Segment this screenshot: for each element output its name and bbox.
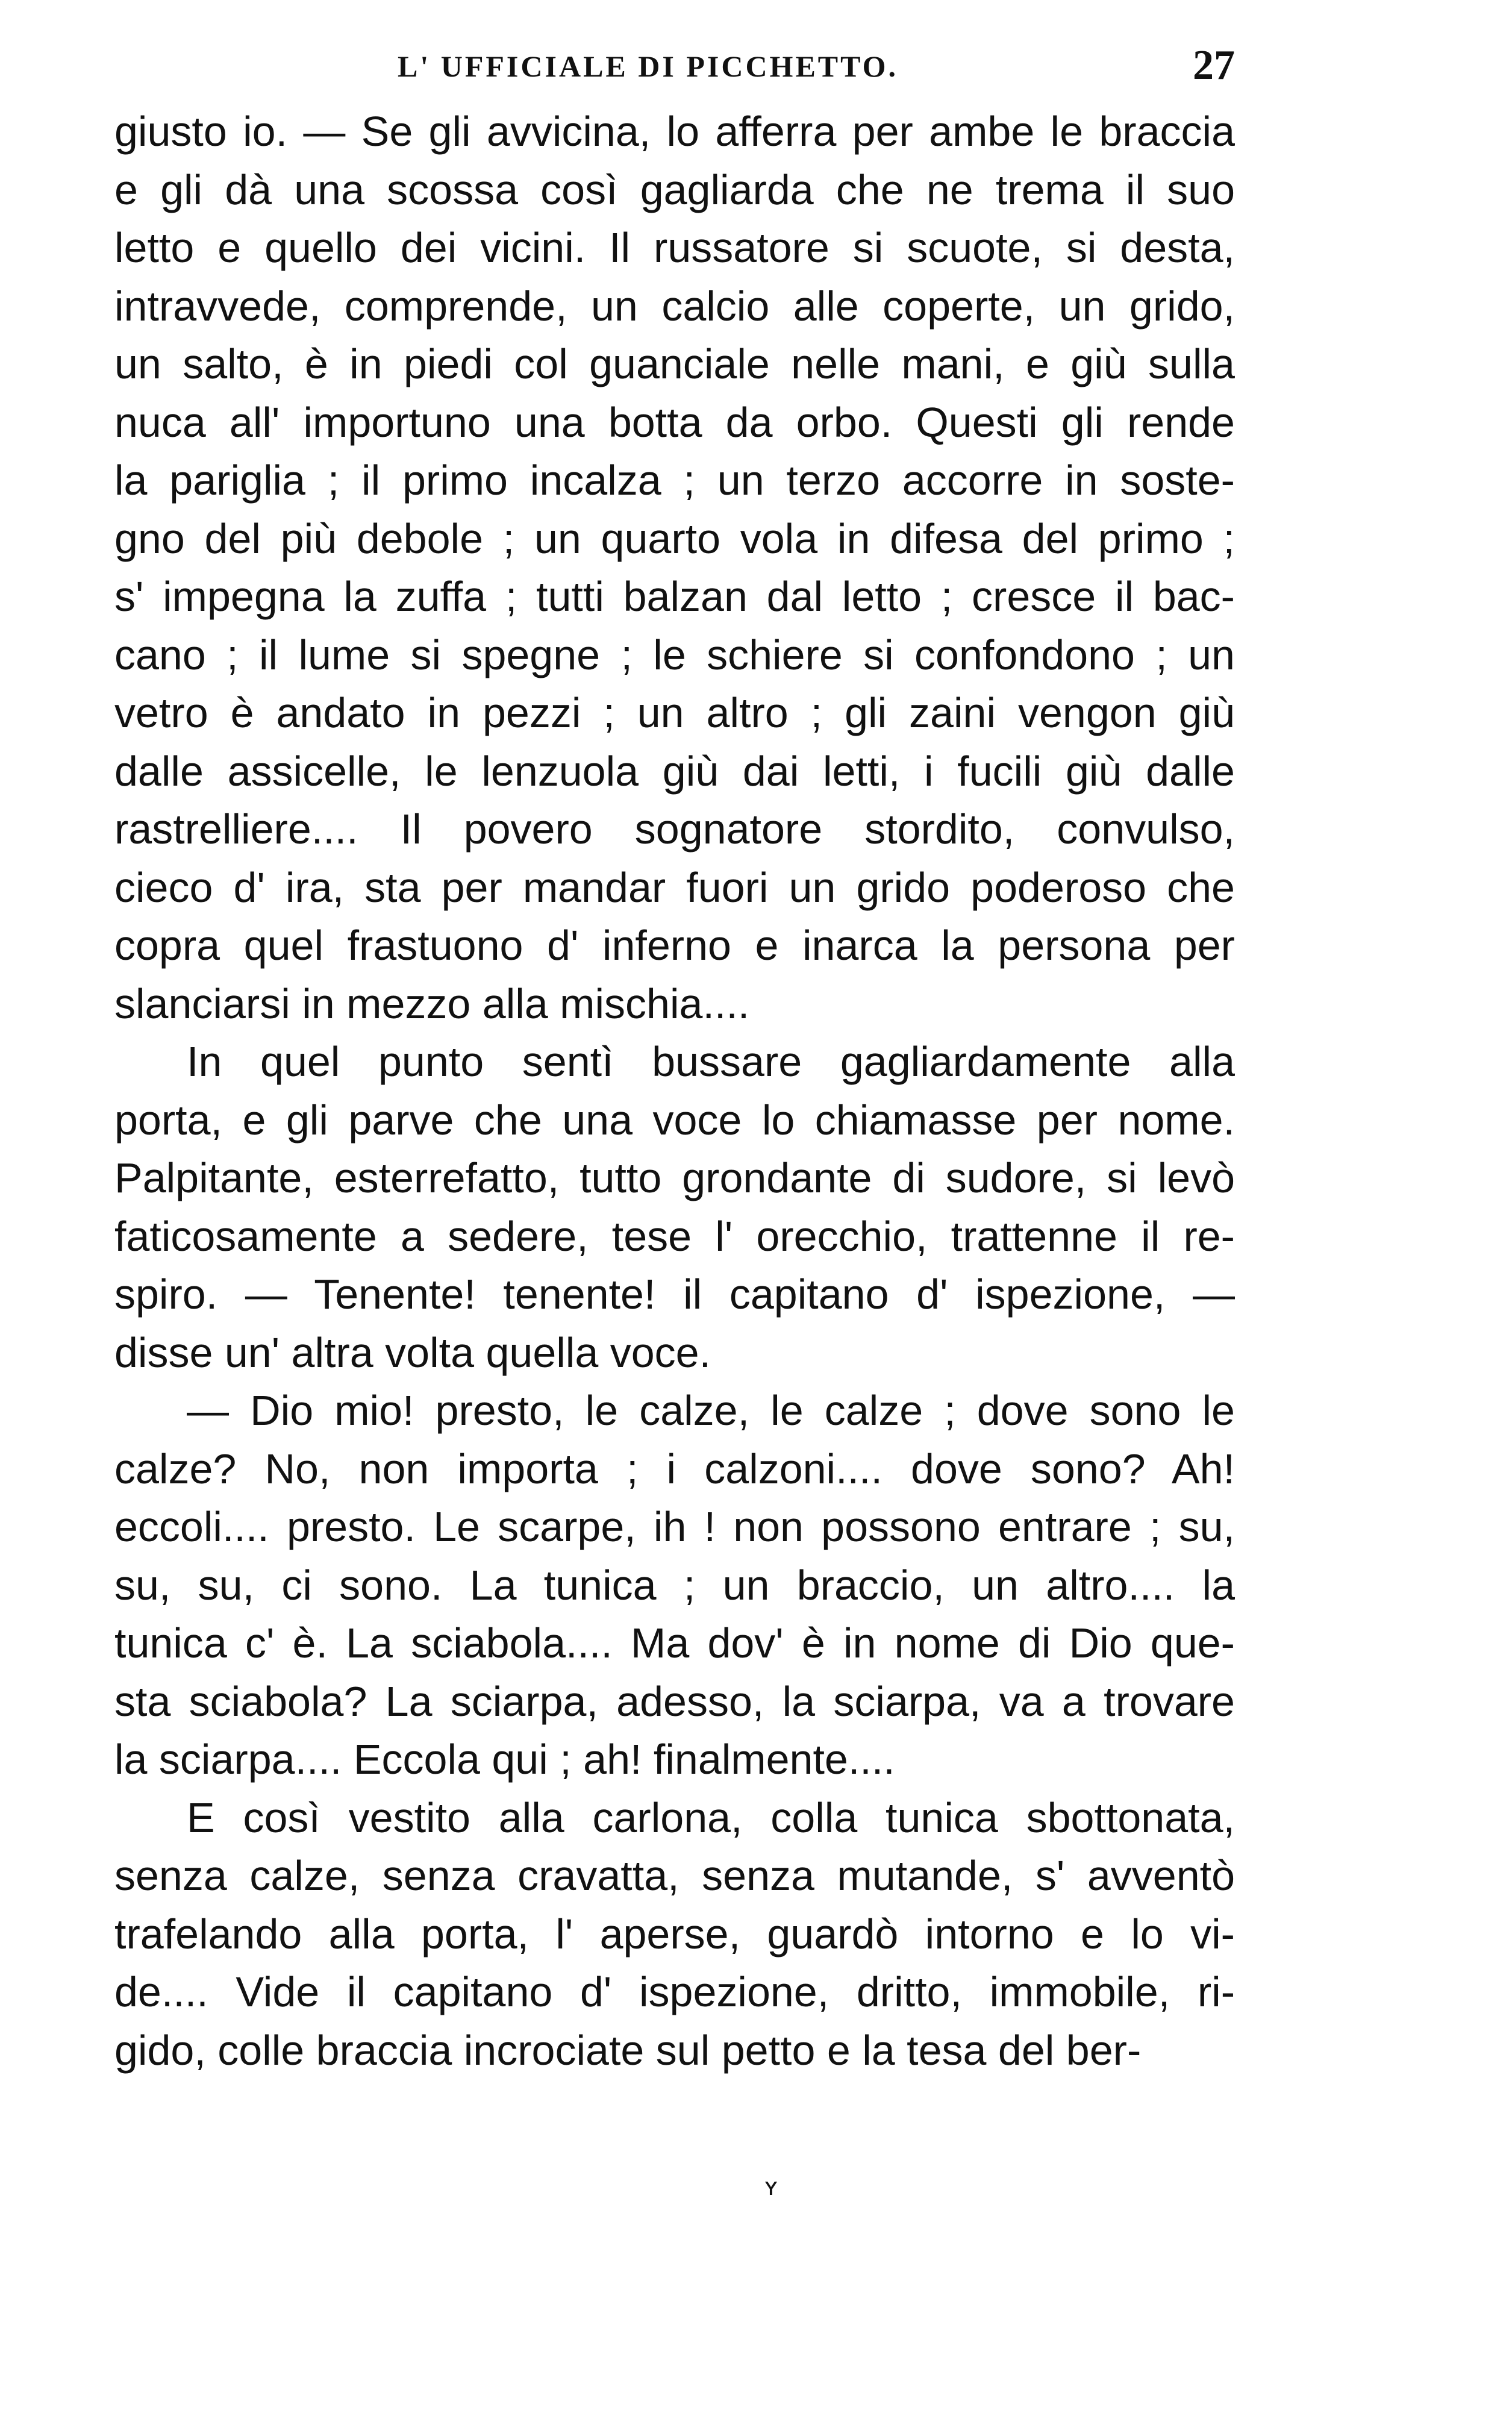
text-line: la sciarpa.... Eccola qui ; ah! finalmente.... — [114, 1736, 895, 1783]
paragraph — [114, 1382, 1235, 1789]
paragraph — [114, 1789, 1235, 2080]
text-line: gno del più debole ; un quarto vola in difesa del primo ; — [114, 515, 1235, 562]
paragraph — [114, 1033, 1235, 1382]
text-line: disse un' altra volta quella voce. — [114, 1328, 711, 1376]
running-title: L' UFFICIALE DI PICCHETTO. — [398, 49, 898, 83]
text-line: calze? No, non importa ; i calzoni.... dove sono? Ah! — [114, 1445, 1235, 1492]
text-line: cano ; il lume si spegne ; le schiere si confondono ; un — [114, 631, 1235, 678]
text-line: rastrelliere.... Il povero sognatore stordito, convulso, — [114, 806, 1235, 853]
text-line: trafelando alla porta, l' aperse, guardò intorno e lo vi- — [114, 1910, 1235, 1958]
text-line: sta sciabola? La sciarpa, adesso, la sciarpa, va a trovare — [114, 1677, 1235, 1725]
text-line: senza calze, senza cravatta, senza mutande, s' avventò — [114, 1852, 1235, 1899]
text-line: — Dio mio! presto, le calze, le calze ; dove sono le — [187, 1387, 1235, 1434]
running-head — [114, 42, 1235, 90]
paragraph — [114, 102, 1235, 1033]
text-line: nuca all' importuno una botta da orbo. Questi gli rende — [114, 398, 1235, 446]
text-line: spiro. — Tenente! tenente! il capitano d' ispezione, — — [114, 1271, 1235, 1318]
page-number: 27 — [1193, 42, 1235, 89]
text-line: de.... Vide il capitano d' ispezione, dritto, immobile, ri- — [114, 1968, 1235, 2015]
text-line: Palpitante, esterrefatto, tutto grondante di sudore, si levò — [114, 1154, 1235, 1201]
text-line: tunica c' è. La sciabola.... Ma dov' è in nome di Dio que- — [114, 1620, 1235, 1666]
text-line: la pariglia ; il primo incalza ; un terzo accorre in soste- — [114, 457, 1235, 504]
text-line: e gli dà una scossa così gagliarda che ne trema il suo — [114, 166, 1235, 213]
text-line: faticosamente a sedere, tese l' orecchio, trattenne il re- — [114, 1212, 1235, 1260]
text-line: dalle assicelle, le lenzuola giù dai letti, i fucili giù dalle — [114, 747, 1235, 795]
text-line: un salto, è in piedi col guanciale nelle mani, e giù sulla — [114, 340, 1235, 387]
text-line: slanciarsi in mezzo alla mischia.... — [114, 980, 750, 1027]
text-line: copra quel frastuono d' inferno e inarca la persona per — [114, 922, 1235, 969]
text-line: cieco d' ira, sta per mandar fuori un grido poderoso che — [114, 863, 1235, 911]
text-line: E così vestito alla carlona, colla tunica sbottonata, — [187, 1794, 1235, 1841]
text-line: giusto io. — Se gli avvicina, lo afferra per ambe le braccia — [114, 108, 1235, 155]
body-text — [114, 102, 1235, 2079]
signature-mark: ʏ — [764, 2173, 779, 2201]
text-line: gido, colle braccia incrociate sul petto e la tesa del ber- — [114, 2026, 1142, 2074]
text-line: eccoli.... presto. Le scarpe, ih ! non possono entrare ; su, — [114, 1503, 1235, 1550]
text-line: su, su, ci sono. La tunica ; un braccio, un altro.... la — [114, 1561, 1235, 1609]
text-line: porta, e gli parve che una voce lo chiamasse per nome. — [114, 1096, 1235, 1144]
text-line: letto e quello dei vicini. Il russatore si scuote, si desta, — [114, 224, 1235, 271]
text-line: intravvede, comprende, un calcio alle coperte, un grido, — [114, 282, 1235, 330]
text-line: vetro è andato in pezzi ; un altro ; gli zaini vengon giù — [114, 689, 1235, 736]
text-line: s' impegna la zuffa ; tutti balzan dal letto ; cresce il bac- — [114, 573, 1235, 620]
text-line: In quel punto sentì bussare gagliardamente alla — [187, 1038, 1235, 1085]
